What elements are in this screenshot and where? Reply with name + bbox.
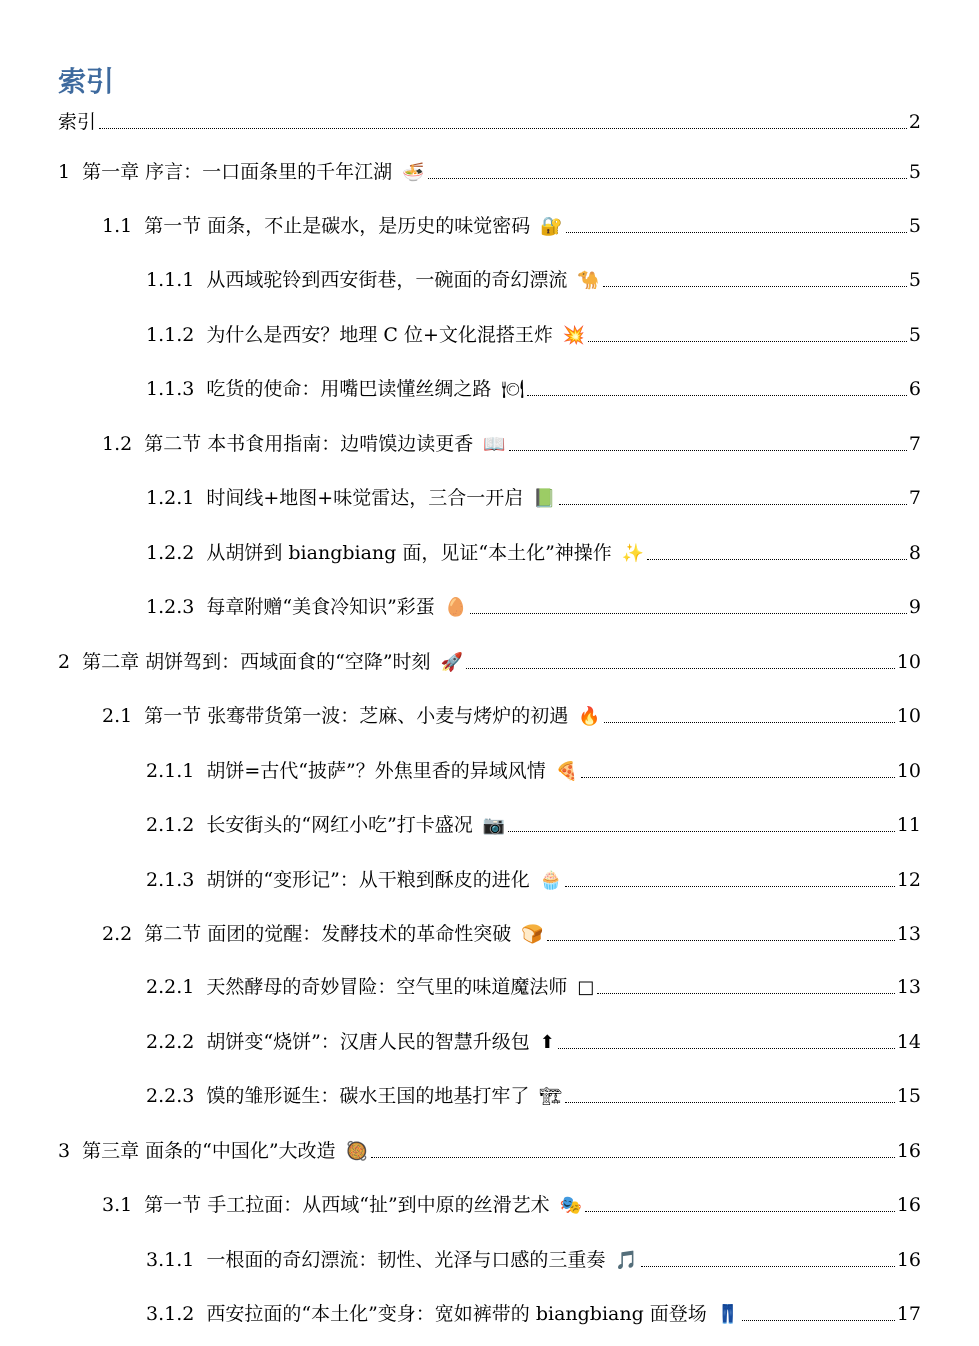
toc-entry-label xyxy=(146,1084,562,1108)
dot-leader xyxy=(371,1156,895,1158)
toc-entry-number: 1.1.1 xyxy=(146,269,195,291)
construction-icon: 🏗 xyxy=(539,1086,563,1107)
toc-entry[interactable] xyxy=(102,208,921,238)
up-arrow-icon: ⬆ xyxy=(539,1032,555,1053)
dot-leader xyxy=(466,667,895,669)
toc-page-number: 15 xyxy=(896,1085,921,1107)
toc-entry-title: 西安拉面的“本土化”变身：宽如裤带的 biangbiang 面登场 xyxy=(206,1303,707,1325)
toc-entry-number: 3.1 xyxy=(102,1194,133,1216)
toc-entry-label xyxy=(146,813,505,837)
toc-entry-title: 长安街头的“网红小吃”打卡盛况 xyxy=(206,814,473,836)
toc-page-number: 14 xyxy=(896,1031,921,1053)
toc-page-number: 7 xyxy=(908,433,921,455)
toc-entry[interactable] xyxy=(146,1242,921,1272)
toc-page-number: 10 xyxy=(896,651,921,673)
page-title: 索引 xyxy=(58,65,115,98)
toc-page-number: 16 xyxy=(896,1194,921,1216)
dot-leader xyxy=(428,177,907,179)
toc-entry-title: 胡饼的“变形记”：从干粮到酥皮的进化 xyxy=(206,869,530,891)
dot-leader xyxy=(647,558,907,560)
toc-entry-label xyxy=(58,650,463,674)
toc-entry[interactable] xyxy=(146,969,921,999)
toc-entry-title: 每章附赠“美食冷知识”彩蛋 xyxy=(206,596,435,618)
toc-entry-label xyxy=(146,268,600,292)
toc-entry-number: 2 xyxy=(58,651,71,673)
toc-page-number: 9 xyxy=(908,596,921,618)
toc-entry-label xyxy=(146,1302,739,1326)
dot-leader xyxy=(470,612,907,614)
toc-entry-number: 3.1.2 xyxy=(146,1303,195,1325)
toc-entry-title: 一根面的奇幻漂流：韧性、光泽与口感的三重奏 xyxy=(206,1249,606,1271)
toc-page-number: 16 xyxy=(896,1249,921,1271)
toc-entry-number: 2.1.3 xyxy=(146,869,195,891)
toc-entry[interactable] xyxy=(102,698,921,728)
toc-entry-number: 1.1.3 xyxy=(146,378,195,400)
bread-icon: 🍞 xyxy=(521,924,544,945)
dot-leader xyxy=(581,776,895,778)
toc-entry[interactable] xyxy=(146,480,921,510)
toc-entry[interactable] xyxy=(146,807,921,837)
toc-entry-label xyxy=(146,1248,638,1272)
toc-entry-number: 2.1 xyxy=(102,705,133,727)
toc-page-number: 6 xyxy=(908,378,921,400)
toc-entry-label xyxy=(146,541,644,565)
toc-entry-label xyxy=(146,595,467,619)
toc-entry-title: 第三章 面条的“中国化”大改造 xyxy=(82,1140,336,1162)
dot-leader xyxy=(99,127,907,129)
toc-entry-number: 3 xyxy=(58,1140,71,1162)
toc-page-number: 10 xyxy=(896,760,921,782)
toc-entry[interactable] xyxy=(146,862,921,892)
toc-entry-number: 3.1.1 xyxy=(146,1249,195,1271)
toc-entry[interactable] xyxy=(102,426,921,456)
egg-icon: 🥚 xyxy=(444,597,468,618)
toc-page-number: 5 xyxy=(908,161,921,183)
dot-leader xyxy=(559,503,907,505)
dot-leader xyxy=(509,449,907,451)
pan-dish-icon: 🥘 xyxy=(345,1141,368,1162)
toc-entry[interactable] xyxy=(146,535,921,565)
toc-entry-label xyxy=(102,704,601,728)
dot-leader xyxy=(585,1210,895,1212)
rocket-icon: 🚀 xyxy=(440,652,463,673)
dot-leader xyxy=(508,830,895,832)
toc-entry-label xyxy=(102,214,563,238)
toc-entry[interactable] xyxy=(146,262,921,292)
toc-entry-label xyxy=(58,1139,368,1163)
toc-entry[interactable] xyxy=(146,753,921,783)
toc-page-number: 10 xyxy=(896,705,921,727)
toc-entry-number: 2.2.3 xyxy=(146,1085,195,1107)
toc-entry-title: 索引 xyxy=(58,111,97,133)
explosion-icon: 💥 xyxy=(562,325,586,346)
dot-leader xyxy=(566,231,907,233)
toc-page-number: 5 xyxy=(908,215,921,237)
dot-leader xyxy=(597,992,894,994)
toc-entry-label xyxy=(146,1030,555,1054)
jeans-icon: 👖 xyxy=(716,1304,740,1325)
toc-entry-number: 1.2.3 xyxy=(146,596,195,618)
toc-page-number: 5 xyxy=(908,269,921,291)
dot-leader xyxy=(527,394,907,396)
map-book-icon: 📗 xyxy=(533,488,556,509)
toc-page-number: 11 xyxy=(896,814,921,836)
toc-entry-label xyxy=(58,160,425,184)
toc-entry[interactable] xyxy=(58,104,921,134)
toc-entry-number: 1.1 xyxy=(102,215,133,237)
toc-entry-label xyxy=(102,922,544,946)
toc-entry[interactable] xyxy=(102,1187,921,1217)
toc-entry-title: 馍的雏形诞生：碳水王国的地基打牢了 xyxy=(206,1085,530,1107)
toc-entry[interactable] xyxy=(146,371,921,401)
toc-entry[interactable] xyxy=(146,589,921,619)
open-book-icon: 📖 xyxy=(483,434,506,455)
toc-entry[interactable] xyxy=(146,317,921,347)
toc-entry-label xyxy=(146,759,578,783)
fire-icon: 🔥 xyxy=(578,706,601,727)
toc-entry-title: 第一节 面条，不止是碳水，是历史的味觉密码 xyxy=(144,215,531,237)
toc-entry-number: 2.2.1 xyxy=(146,976,195,998)
toc-entry[interactable] xyxy=(146,1024,921,1054)
toc-entry-label xyxy=(102,1193,582,1217)
toc-entry-title: 胡饼=古代“披萨”？外焦里香的异域风情 xyxy=(206,760,546,782)
toc-entry-title: 第二节 面团的觉醒：发酵技术的革命性突破 xyxy=(144,923,512,945)
toc-entry-number: 1.1.2 xyxy=(146,324,195,346)
dot-leader xyxy=(588,340,907,342)
toc-entry-title: 胡饼变“烧饼”：汉唐人民的智慧升级包 xyxy=(206,1031,530,1053)
toc-entry[interactable] xyxy=(58,154,921,184)
toc-entry[interactable] xyxy=(58,1133,921,1163)
toc-page-number: 5 xyxy=(908,324,921,346)
toc-entry-title: 为什么是西安？地理 C 位+文化混搭王炸 xyxy=(206,324,553,346)
toc-entry[interactable] xyxy=(102,916,921,946)
toc-entry-title: 从西域驼铃到西安街巷，一碗面的奇幻漂流 xyxy=(206,269,568,291)
toc-entry-title: 第一节 张骞带货第一波：芝麻、小麦与烤炉的初遇 xyxy=(144,705,569,727)
toc-entry-number: 2.1.2 xyxy=(146,814,195,836)
toc-entry-number: 1.2.1 xyxy=(146,487,195,509)
toc-entry-number: 2.2 xyxy=(102,923,133,945)
cupcake-icon: 🧁 xyxy=(539,870,563,891)
toc-page-number: 7 xyxy=(908,487,921,509)
dot-leader xyxy=(565,1101,895,1103)
placeholder-icon: □ xyxy=(577,977,595,998)
noodle-bowl-icon: 🍜 xyxy=(402,162,425,183)
toc-entry-title: 第一节 手工拉面：从西域“扯”到中原的丝滑艺术 xyxy=(144,1194,550,1216)
pizza-icon: 🍕 xyxy=(555,761,579,782)
camera-icon: 📷 xyxy=(482,815,506,836)
toc-entry-title: 时间线+地图+味觉雷达，三合一开启 xyxy=(206,487,524,509)
toc-entry[interactable] xyxy=(146,1296,921,1326)
toc-page-number: 13 xyxy=(896,923,921,945)
toc-entry-label xyxy=(58,110,96,134)
toc-page-number: 16 xyxy=(896,1140,921,1162)
toc-entry-number: 1 xyxy=(58,161,71,183)
camel-icon: 🐪 xyxy=(577,270,600,291)
toc-entry-number: 2.2.2 xyxy=(146,1031,195,1053)
toc-entry-title: 吃货的使命：用嘴巴读懂丝绸之路 xyxy=(206,378,492,400)
toc-entry-number: 1.2.2 xyxy=(146,542,195,564)
toc-entry-label xyxy=(146,975,594,999)
dot-leader xyxy=(565,885,895,887)
toc-page-number: 8 xyxy=(908,542,921,564)
dot-leader xyxy=(641,1265,895,1267)
dot-leader xyxy=(547,939,895,941)
plate-icon: 🍽 xyxy=(501,379,525,400)
sparkles-icon: ✨ xyxy=(621,543,645,564)
toc-entry[interactable] xyxy=(146,1078,921,1108)
toc-entry-title: 第二节 本书食用指南：边啃馍边读更香 xyxy=(144,433,474,455)
toc-entry-title: 第二章 胡饼驾到：西域面食的“空降”时刻 xyxy=(82,651,431,673)
toc-page-number: 13 xyxy=(896,976,921,998)
toc-entry-label xyxy=(146,377,524,401)
toc-entry-number: 1.2 xyxy=(102,433,133,455)
toc-entry-label xyxy=(146,486,556,510)
toc-entry[interactable] xyxy=(58,644,921,674)
dot-leader xyxy=(604,721,895,723)
music-note-icon: 🎵 xyxy=(615,1250,638,1271)
toc-entry-label xyxy=(102,432,506,456)
toc-page-number: 12 xyxy=(896,869,921,891)
dot-leader xyxy=(558,1047,895,1049)
toc-entry-title: 从胡饼到 biangbiang 面，见证“本土化”神操作 xyxy=(206,542,612,564)
dot-leader xyxy=(603,285,907,287)
toc-entry-label xyxy=(146,323,585,347)
dot-leader xyxy=(742,1319,895,1321)
toc-entry-title: 第一章 序言：一口面条里的千年江湖 xyxy=(82,161,393,183)
toc-entry-label xyxy=(146,868,562,892)
toc-entry-number: 2.1.1 xyxy=(146,760,195,782)
lock-icon: 🔐 xyxy=(540,216,563,237)
toc-page-number: 2 xyxy=(908,111,921,133)
toc-entry-title: 天然酵母的奇妙冒险：空气里的味道魔法师 xyxy=(206,976,568,998)
theater-masks-icon: 🎭 xyxy=(559,1195,583,1216)
toc-page-number: 17 xyxy=(896,1303,921,1325)
